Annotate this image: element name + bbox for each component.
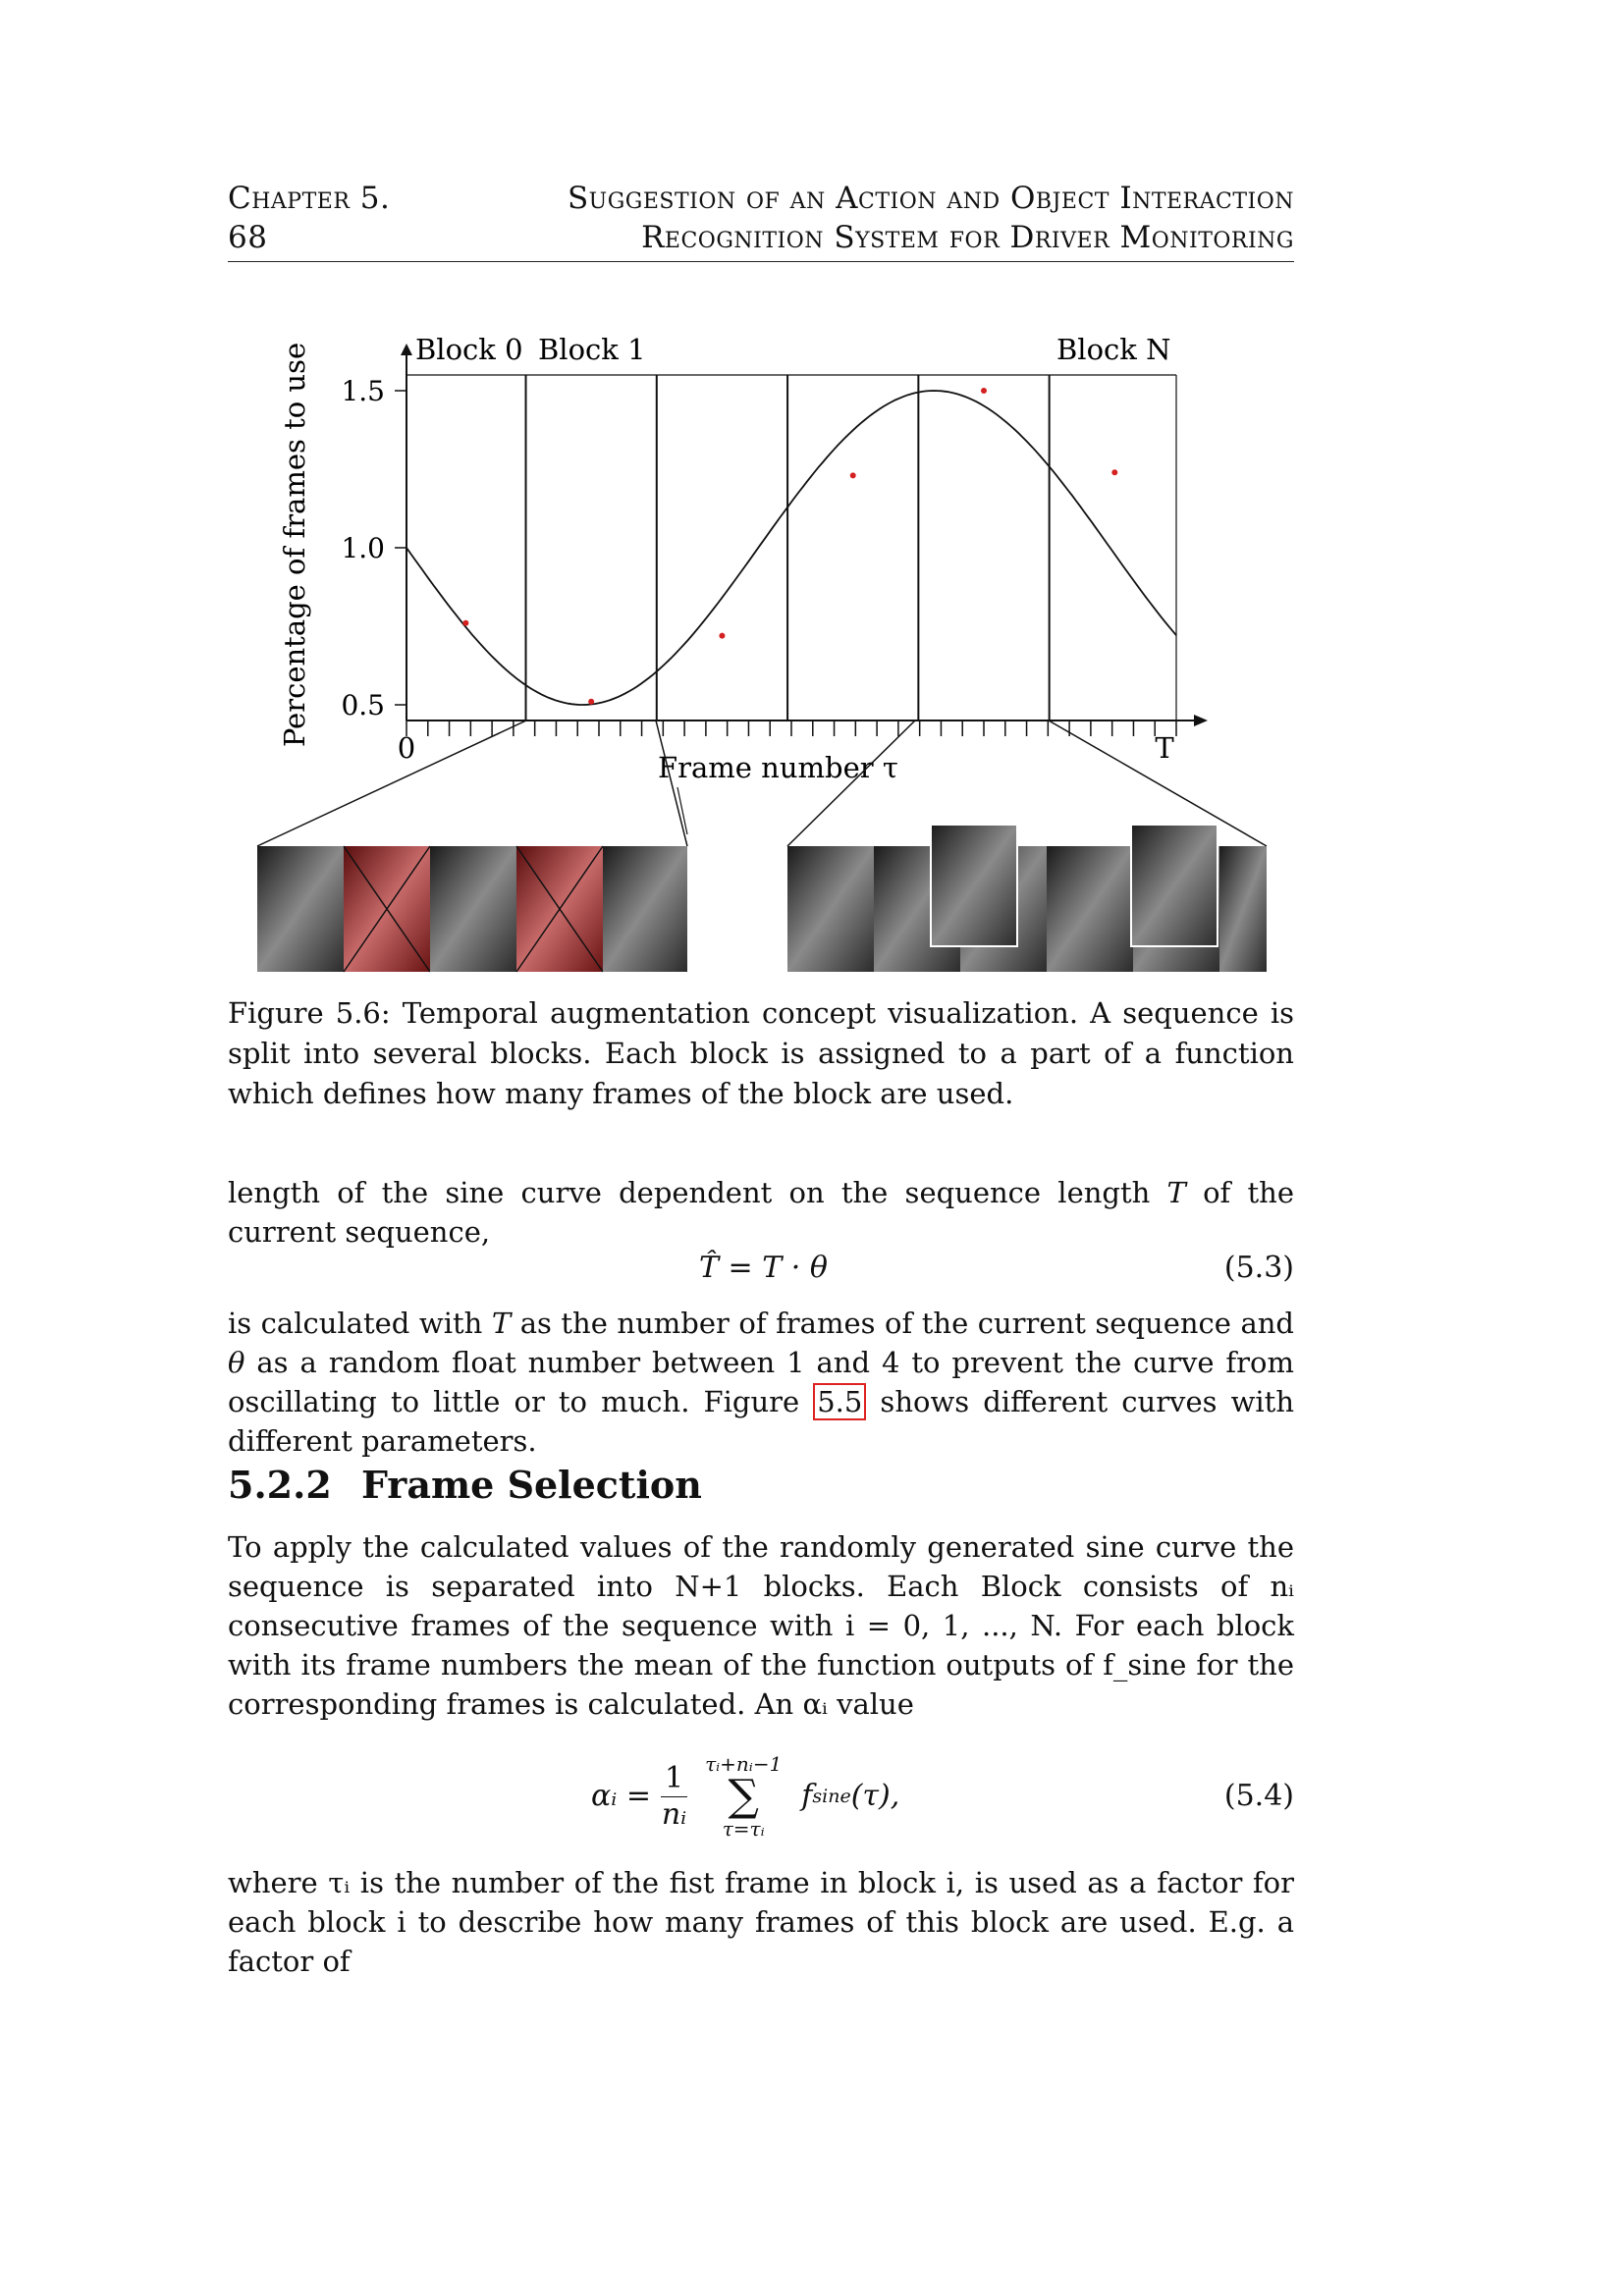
figure-reference-link[interactable]: 5.5 [813, 1383, 866, 1420]
block-0-label: Block 0 [415, 333, 523, 366]
chapter-title-line1: Suggestion of an Action and Object Interaction [567, 181, 1294, 216]
equation-number: (5.4) [1223, 1779, 1294, 1813]
paragraph: where τᵢ is the number of the fist frame in block i, is used as a factor for each block i to describe how many frames of this block are used. E.g. a factor of [228, 1866, 1294, 1978]
y-tick-label: 0.5 [341, 689, 385, 721]
sine-curve [406, 391, 1176, 705]
x-start-label: 0 [397, 731, 416, 765]
dropped-frame-thumbnail [516, 846, 603, 972]
equation-5-4: αᵢ = $\frac{1}{\text{nᵢ}}$ τᵢ+nᵢ−1 ∑ τ=τᵢ f sine (τ), (5.4) [591, 1752, 1294, 1841]
paragraph: is calculated with T as the number of frames of the current sequence and θ as a random float number between 1 and 4 to prevent the curve from oscillating to little or to much. Figure 5.5 shows different curves with different parameters. [228, 1307, 1294, 1458]
block-mean-point [719, 633, 725, 639]
chapter-label: Chapter 5. [228, 181, 391, 216]
y-axis-ticks [341, 375, 406, 721]
block-1-label: Block 1 [538, 333, 646, 366]
figure-caption: Figure 5.6: Temporal augmentation concept visualization. A sequence is split into several blocks. Each block is assigned to a part of a function which defines how many frames of the block are used. [228, 996, 1294, 1110]
paragraph: length of the sine curve dependent on the sequence length T of the current sequence, [228, 1176, 1294, 1249]
frame-thumbnail [1047, 846, 1133, 972]
frame-thumbnail [603, 846, 687, 972]
block-0-frame-strip [257, 846, 687, 972]
x-axis-arrow [1194, 715, 1208, 726]
block-mean-point [462, 620, 468, 626]
equation-number: (5.3) [1223, 1251, 1294, 1285]
block-mean-point [588, 699, 594, 705]
section-number: 5.2.2 [228, 1463, 332, 1507]
equation-5-3: T̂ = T · θ (5.3) [228, 1249, 1294, 1288]
chapter-title-line2: Recognition System for Driver Monitoring [641, 220, 1294, 255]
duplicated-frame-thumbnail [1131, 825, 1218, 946]
figure-5-6 [236, 324, 1296, 982]
section-heading [228, 1463, 702, 1507]
block-boundaries [526, 375, 1050, 721]
frame-thumbnail [257, 846, 344, 972]
block-n-frame-strip [787, 825, 1267, 972]
block-mean-point [981, 388, 987, 394]
frame-thumbnail [787, 846, 874, 972]
block-mean-point [850, 472, 856, 478]
paragraph: To apply the calculated values of the randomly generated sine curve the sequence is separated into N+1 blocks. Each Block consists of nᵢ consecutive frames of the sequence with i = 0, 1, ..., N. For each block with its frame numbers the mean of the function outputs of f_sine for the corresponding frames is calculated. An αᵢ value [228, 1530, 1294, 1721]
frame-thumbnail [430, 846, 516, 972]
block-n-label: Block N [1056, 333, 1171, 366]
dropped-frame-thumbnail [344, 846, 430, 972]
x-end-label: T [1155, 731, 1174, 765]
y-tick-label: 1.5 [341, 375, 385, 407]
page-number: 68 [228, 220, 268, 255]
block-mean-points [462, 388, 1117, 705]
block-mean-point [1111, 469, 1117, 475]
y-axis-label: Percentage of frames to use [278, 342, 311, 748]
plot-area [341, 344, 1208, 736]
section-title: Frame Selection [361, 1463, 702, 1507]
y-tick-label: 1.0 [341, 532, 385, 564]
frame-thumbnail [1219, 846, 1267, 972]
header-rule [228, 261, 1294, 262]
running-header [228, 179, 1294, 257]
duplicated-frame-thumbnail [931, 825, 1017, 946]
x-axis-label: Frame number τ [658, 751, 898, 784]
y-axis-arrow [401, 344, 412, 355]
